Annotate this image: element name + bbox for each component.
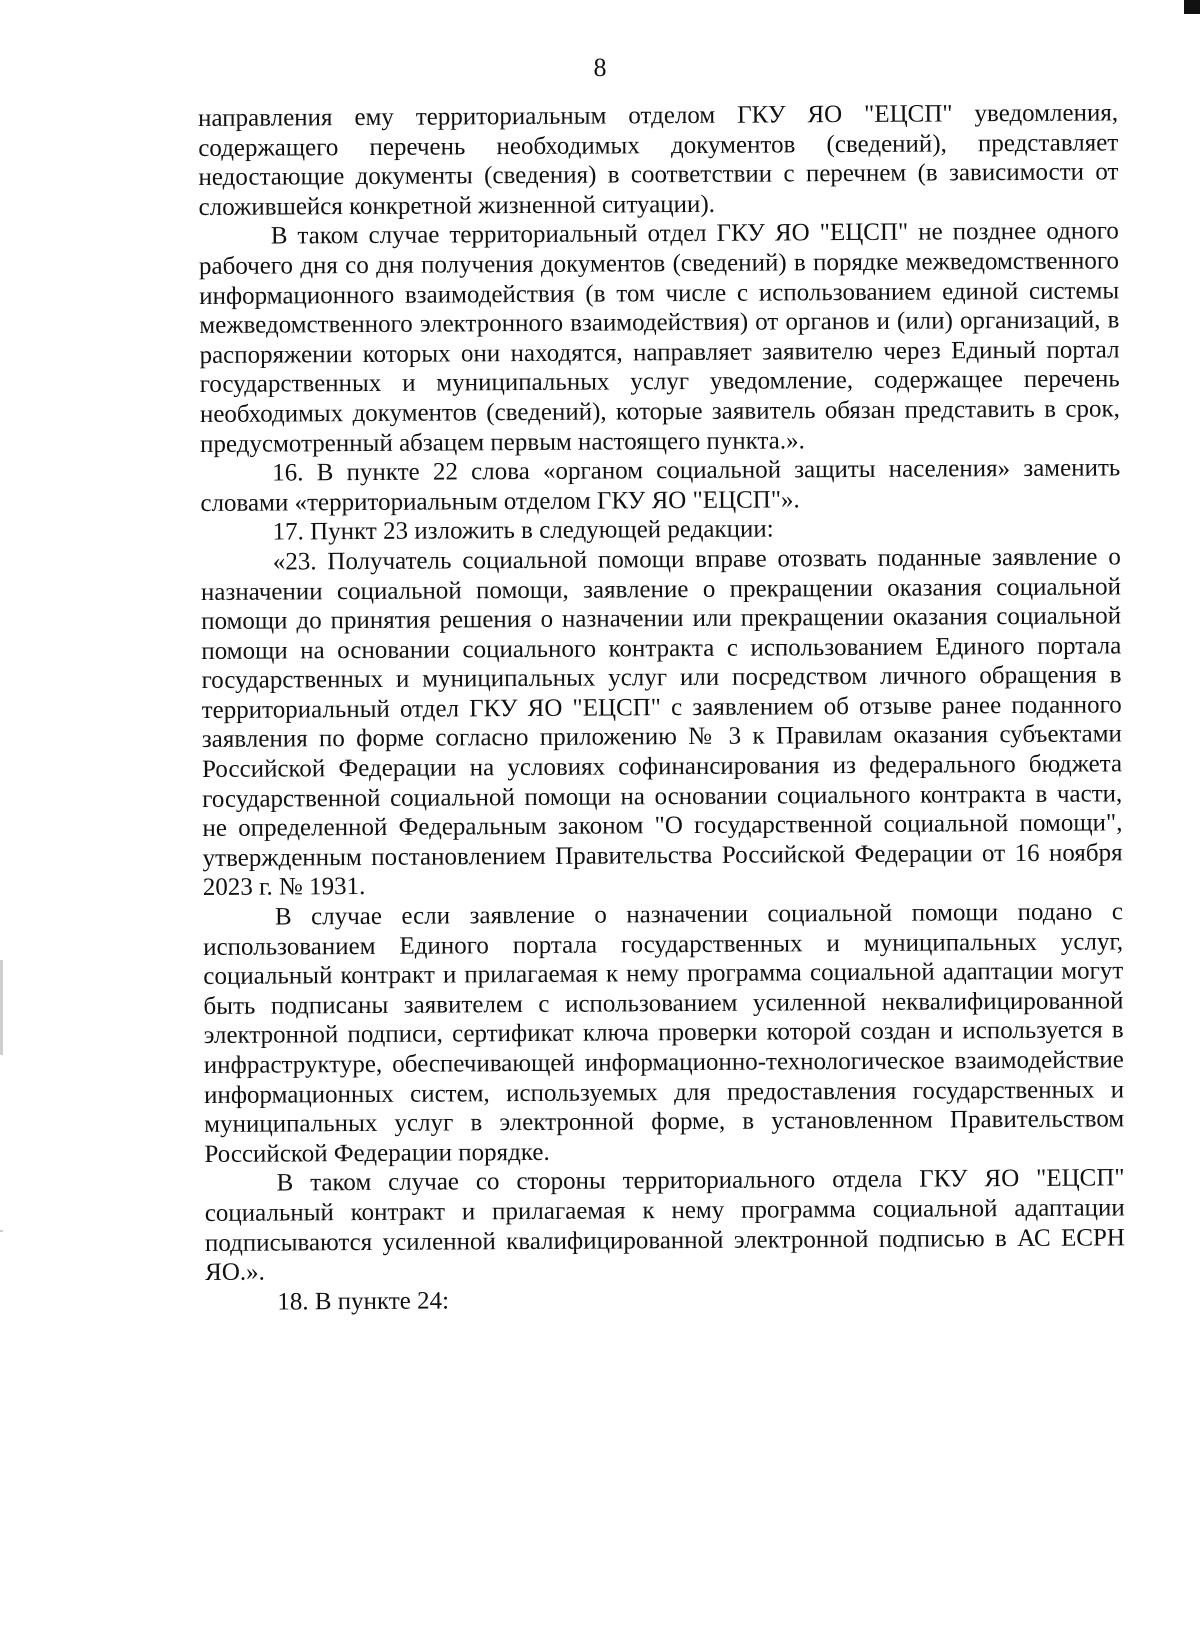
page-number: 8 (593, 53, 607, 82)
scan-edge-mark (0, 1230, 3, 1232)
paragraph: В случае если заявление о назначении социальной помощи подано с использованием Единого портала государственных и муниципальных услуг, социальный контракт и прилагаемая к нему программа социальной адаптации могут быть подписаны заявителем с использованием усиленной неквалифицированной электронной подписи, сертификат ключа проверки которой создан и используется в инфраструктуре, обеспечивающей информационно-технологическое взаимодействие информационных систем, используемых для предоставления государственных и муниципальных услуг в электронной форме, в установленном Правительством Российской Федерации порядке. (203, 898, 1125, 1168)
paragraph: 18. В пункте 24: (277, 1287, 450, 1316)
paragraph: 17. Пункт 23 изложить в следующей редакции: (272, 515, 774, 546)
document-body (198, 98, 1125, 1317)
paragraph: «23. Получатель социальной помощи вправе отозвать поданные заявление о назначении социальной помощи, заявление о прекращении оказания социальной помощи до принятия решения о назначении или прекращении оказания социальной помощи на основании социального контракта с использованием Единого портала государственных и муниципальных услуг или посредством личного обращения в территориальный отдел ГКУ ЯО "ЕЦСП" с заявлением об отзыве ранее поданного заявления по форме согласно приложению № 3 к Правилам оказания субъектами Российской Федерации на условиях софинансирования из федерального бюджета государственной социальной помощи на основании социального контракта в части, не определенной Федеральным законом "О государственной социальной помощи", утвержденным постановлением Правительства Российской Федерации от 16 ноября 2023 г. № 1931. (200, 543, 1123, 902)
paragraph: В таком случае со стороны территориального отдела ГКУ ЯО "ЕЦСП" социальный контракт и прилагаемая к нему программа социальной адаптации подписываются усиленной квалифицированной электронной подписью в АС ЕСРН ЯО.». (204, 1164, 1126, 1287)
scan-corner-mark (1184, 0, 1200, 14)
scan-edge-mark (0, 960, 3, 1055)
paragraph: 16. В пункте 22 слова «органом социальной защиты населения» заменить словами «территориальным отделом ГКУ ЯО "ЕЦСП"». (200, 454, 1121, 517)
paragraph: В таком случае территориальный отдел ГКУ ЯО "ЕЦСП" не позднее одного рабочего дня со дня получения документов (сведений) в порядке межведомственного информационного взаимодействия (в том числе с использованием единой системы межведомственного электронного взаимодействия) от органов и (или) организаций, в распоряжении которых они находятся, направляет заявителю через Единый портал государственных и муниципальных услуг уведомление, содержащее перечень необходимых документов (сведений), которые заявитель обязан представить в срок, предусмотренный абзацем первым настоящего пункта.». (198, 217, 1120, 458)
paragraph: направления ему территориальным отделом ГКУ ЯО "ЕЦСП" уведомления, содержащего перечень необходимых документов (сведений), представляет недостающие документы (сведения) в соответствии с перечнем (в зависимости от сложившейся конкретной жизненной ситуации). (198, 99, 1119, 221)
